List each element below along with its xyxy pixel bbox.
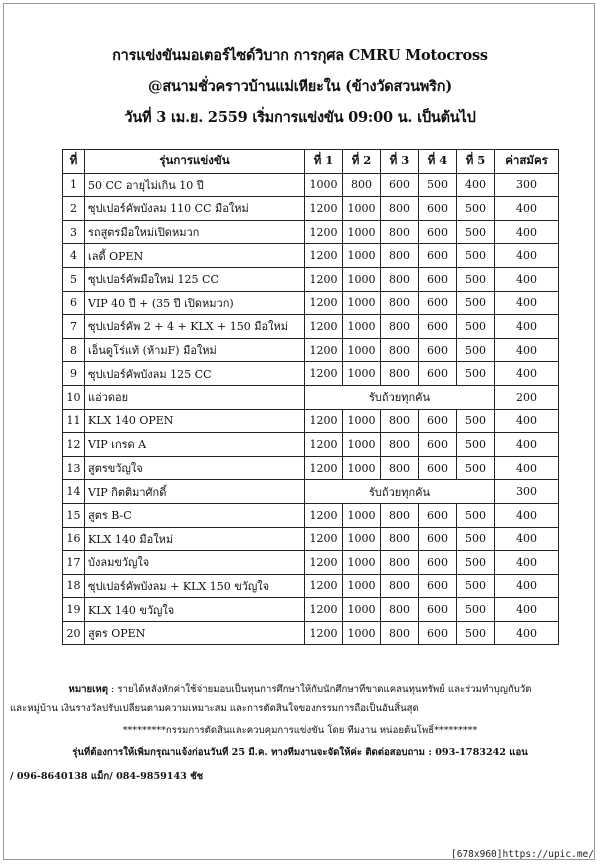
table-row xyxy=(63,480,559,504)
race-prize-table xyxy=(62,149,559,645)
prize-5: 500 xyxy=(457,574,495,598)
prize-2: 1000 xyxy=(343,267,381,291)
race-class-name: KLX 140 ขวัญใจ xyxy=(85,598,305,622)
prize-5: 500 xyxy=(457,197,495,221)
table-row xyxy=(63,503,559,527)
row-number: 17 xyxy=(63,551,85,575)
prize-1: 1200 xyxy=(305,503,343,527)
prize-5: 500 xyxy=(457,598,495,622)
row-number: 10 xyxy=(63,385,85,409)
table-row xyxy=(63,338,559,362)
prize-1: 1200 xyxy=(305,315,343,339)
prize-3: 800 xyxy=(381,551,419,575)
row-number: 20 xyxy=(63,621,85,645)
prize-5: 400 xyxy=(457,173,495,197)
prize-2: 1000 xyxy=(343,551,381,575)
row-number: 6 xyxy=(63,291,85,315)
prize-2: 1000 xyxy=(343,338,381,362)
prize-3: 800 xyxy=(381,598,419,622)
entry-fee: 400 xyxy=(495,409,559,433)
prize-4: 600 xyxy=(419,551,457,575)
prize-1: 1200 xyxy=(305,574,343,598)
entry-fee: 400 xyxy=(495,527,559,551)
race-class-name: KLX 140 OPEN xyxy=(85,409,305,433)
prize-4: 600 xyxy=(419,456,457,480)
prize-1: 1200 xyxy=(305,220,343,244)
prize-4: 500 xyxy=(419,173,457,197)
prize-3: 800 xyxy=(381,503,419,527)
prize-2: 1000 xyxy=(343,503,381,527)
referee-line: *********กรรมการตัดสินและควบคุมการแข่งขัน โดย ทีมงาน หน่อยต้นโพธิ์********* xyxy=(122,725,478,736)
row-number: 9 xyxy=(63,362,85,386)
entry-fee: 400 xyxy=(495,621,559,645)
header-prize-4: ที่ 4 xyxy=(419,150,457,174)
row-number: 8 xyxy=(63,338,85,362)
prize-1: 1200 xyxy=(305,291,343,315)
prize-5: 500 xyxy=(457,267,495,291)
prize-1: 1200 xyxy=(305,197,343,221)
prize-5: 500 xyxy=(457,362,495,386)
race-class-name: เอ็นดูโร่แท้ (ห้ามF) มือใหม่ xyxy=(85,338,305,362)
prize-5: 500 xyxy=(457,409,495,433)
prize-1: 1200 xyxy=(305,267,343,291)
race-class-name: รถสูตรมือใหม่เปิดหมวก xyxy=(85,220,305,244)
prize-3: 600 xyxy=(381,173,419,197)
prize-2: 1000 xyxy=(343,291,381,315)
table-row xyxy=(63,574,559,598)
prize-2: 1000 xyxy=(343,220,381,244)
prize-4: 600 xyxy=(419,244,457,268)
entry-fee: 400 xyxy=(495,315,559,339)
table-row xyxy=(63,433,559,457)
race-class-name: สูตร B-C xyxy=(85,503,305,527)
table-row xyxy=(63,409,559,433)
prize-3: 800 xyxy=(381,315,419,339)
prize-2: 1000 xyxy=(343,433,381,457)
prize-3: 800 xyxy=(381,433,419,457)
table-row xyxy=(63,527,559,551)
row-number: 2 xyxy=(63,197,85,221)
row-number: 1 xyxy=(63,173,85,197)
race-class-name: ซุปเปอร์คัพบังลม 110 CC มือใหม่ xyxy=(85,197,305,221)
race-class-name: สูตร OPEN xyxy=(85,621,305,645)
race-class-name: ซุปเปอร์คัพมือใหม่ 125 CC xyxy=(85,267,305,291)
watermark: [678x960]https://upic.me/ xyxy=(451,849,594,860)
table-header-row xyxy=(63,150,559,174)
row-number: 18 xyxy=(63,574,85,598)
row-number: 4 xyxy=(63,244,85,268)
prize-4: 600 xyxy=(419,621,457,645)
race-class-name: แอ่วดอย xyxy=(85,385,305,409)
prize-2: 1000 xyxy=(343,362,381,386)
row-number: 19 xyxy=(63,598,85,622)
prize-4: 600 xyxy=(419,362,457,386)
entry-fee: 400 xyxy=(495,291,559,315)
prize-3: 800 xyxy=(381,338,419,362)
prize-4: 600 xyxy=(419,291,457,315)
prize-3: 800 xyxy=(381,527,419,551)
prize-3: 800 xyxy=(381,291,419,315)
prize-1: 1200 xyxy=(305,362,343,386)
prize-5: 500 xyxy=(457,621,495,645)
prize-1: 1200 xyxy=(305,551,343,575)
prize-1: 1200 xyxy=(305,409,343,433)
table-row xyxy=(63,456,559,480)
race-class-name: VIP กิตติมาศักดิ์ xyxy=(85,480,305,504)
prize-3: 800 xyxy=(381,621,419,645)
event-venue: @สนามชั่วคราวบ้านแม่เหียะใน (ข้างวัดสวนพริก) xyxy=(148,78,452,95)
entry-fee: 400 xyxy=(495,220,559,244)
race-class-name: VIP 40 ปี + (35 ปี เปิดหมวก) xyxy=(85,291,305,315)
prize-4: 600 xyxy=(419,338,457,362)
row-number: 12 xyxy=(63,433,85,457)
table-row xyxy=(63,315,559,339)
table-row xyxy=(63,551,559,575)
race-class-name: ซุปเปอร์คัพบังลม + KLX 150 ขวัญใจ xyxy=(85,574,305,598)
event-date: วันที่ 3 เม.ย. 2559 เริ่มการแข่งขัน 09:00 น. เป็นต้นไป xyxy=(124,109,476,126)
race-class-name: VIP เกรด A xyxy=(85,433,305,457)
prize-3: 800 xyxy=(381,362,419,386)
prize-2: 1000 xyxy=(343,621,381,645)
entry-fee: 400 xyxy=(495,433,559,457)
prize-4: 600 xyxy=(419,574,457,598)
entry-fee: 400 xyxy=(495,503,559,527)
entry-fee: 400 xyxy=(495,598,559,622)
prize-2: 1000 xyxy=(343,409,381,433)
prize-2: 1000 xyxy=(343,456,381,480)
trophy-note: รับถ้วยทุกคัน xyxy=(305,480,495,504)
note-label: หมายเหตุ xyxy=(68,684,108,695)
table-row xyxy=(63,385,559,409)
prize-5: 500 xyxy=(457,503,495,527)
prize-3: 800 xyxy=(381,456,419,480)
entry-fee: 400 xyxy=(495,362,559,386)
entry-fee: 400 xyxy=(495,338,559,362)
header-prize-1: ที่ 1 xyxy=(305,150,343,174)
table-row xyxy=(63,220,559,244)
header-prize-5: ที่ 5 xyxy=(457,150,495,174)
prize-2: 1000 xyxy=(343,527,381,551)
table-row xyxy=(63,197,559,221)
header-class: รุ่นการแข่งขัน xyxy=(85,150,305,174)
race-class-name: ซุปเปอร์คัพ 2 + 4 + KLX + 150 มือใหม่ xyxy=(85,315,305,339)
row-number: 13 xyxy=(63,456,85,480)
prize-1: 1200 xyxy=(305,527,343,551)
row-number: 5 xyxy=(63,267,85,291)
prize-4: 600 xyxy=(419,267,457,291)
prize-5: 500 xyxy=(457,244,495,268)
prize-1: 1000 xyxy=(305,173,343,197)
prize-4: 600 xyxy=(419,503,457,527)
prize-1: 1200 xyxy=(305,598,343,622)
prize-5: 500 xyxy=(457,527,495,551)
event-title: การแข่งขันมอเตอร์ไซด์วิบาก การกุศล CMRU Motocross xyxy=(112,47,488,64)
race-class-name: บังลมขวัญใจ xyxy=(85,551,305,575)
row-number: 11 xyxy=(63,409,85,433)
header-no: ที่ xyxy=(63,150,85,174)
header-prize-3: ที่ 3 xyxy=(381,150,419,174)
table-body xyxy=(63,173,559,645)
entry-fee: 400 xyxy=(495,244,559,268)
row-number: 14 xyxy=(63,480,85,504)
prize-1: 1200 xyxy=(305,338,343,362)
race-class-name: เลดี้ OPEN xyxy=(85,244,305,268)
contact-line-1: รุ่นที่ต้องการให้เพิ่มกรุณาแจ้งก่อนวันที่ 25 มี.ค. ทางทีมงานจะจัดให้ค่ะ ติดต่อสอบถาม : 093-1783242 แอน xyxy=(72,747,528,758)
prize-5: 500 xyxy=(457,338,495,362)
prize-5: 500 xyxy=(457,220,495,244)
race-class-name: KLX 140 มือใหม่ xyxy=(85,527,305,551)
race-class-name: สูตรขวัญใจ xyxy=(85,456,305,480)
table-row xyxy=(63,291,559,315)
prize-2: 1000 xyxy=(343,574,381,598)
prize-4: 600 xyxy=(419,197,457,221)
prize-1: 1200 xyxy=(305,433,343,457)
table-row xyxy=(63,267,559,291)
table-row xyxy=(63,362,559,386)
entry-fee: 400 xyxy=(495,456,559,480)
prize-2: 1000 xyxy=(343,598,381,622)
trophy-note: รับถ้วยทุกคัน xyxy=(305,385,495,409)
prize-5: 500 xyxy=(457,291,495,315)
prize-2: 1000 xyxy=(343,244,381,268)
race-class-name: 50 CC อายุไม่เกิน 10 ปี xyxy=(85,173,305,197)
entry-fee: 400 xyxy=(495,574,559,598)
header-fee: ค่าสมัคร xyxy=(495,150,559,174)
contact-line-2: / 096-8640138 แม็ก/ 084-9859143 ชัช xyxy=(10,771,204,782)
race-class-name: ซุปเปอร์คัพบังลม 125 CC xyxy=(85,362,305,386)
prize-4: 600 xyxy=(419,220,457,244)
prize-3: 800 xyxy=(381,197,419,221)
prize-4: 600 xyxy=(419,409,457,433)
note-line-1 xyxy=(10,683,590,696)
entry-fee: 300 xyxy=(495,173,559,197)
prize-2: 1000 xyxy=(343,315,381,339)
entry-fee: 200 xyxy=(495,385,559,409)
prize-1: 1200 xyxy=(305,244,343,268)
prize-1: 1200 xyxy=(305,621,343,645)
prize-4: 600 xyxy=(419,527,457,551)
row-number: 15 xyxy=(63,503,85,527)
prize-2: 1000 xyxy=(343,197,381,221)
entry-fee: 400 xyxy=(495,267,559,291)
prize-3: 800 xyxy=(381,267,419,291)
entry-fee: 400 xyxy=(495,551,559,575)
table-row xyxy=(63,244,559,268)
prize-1: 1200 xyxy=(305,456,343,480)
entry-fee: 300 xyxy=(495,480,559,504)
row-number: 3 xyxy=(63,220,85,244)
prize-5: 500 xyxy=(457,551,495,575)
prize-4: 600 xyxy=(419,433,457,457)
header-prize-2: ที่ 2 xyxy=(343,150,381,174)
prize-4: 600 xyxy=(419,315,457,339)
prize-5: 500 xyxy=(457,433,495,457)
prize-3: 800 xyxy=(381,409,419,433)
prize-4: 600 xyxy=(419,598,457,622)
prize-3: 800 xyxy=(381,220,419,244)
prize-5: 500 xyxy=(457,456,495,480)
prize-3: 800 xyxy=(381,244,419,268)
row-number: 7 xyxy=(63,315,85,339)
entry-fee: 400 xyxy=(495,197,559,221)
prize-5: 500 xyxy=(457,315,495,339)
note-text: : รายได้หลังหักค่าใช้จ่ายมอบเป็นทุนการศึกษาให้กับนักศึกษาที่ขาดแคลนทุนทรัพย์ และร่วมทำบุญกับวัด xyxy=(108,684,532,695)
prize-3: 800 xyxy=(381,574,419,598)
table-row xyxy=(63,621,559,645)
note-line-2: และหมู่บ้าน เงินรางวัลปรับเปลี่ยนตามความเหมาะสม และการตัดสินใจของกรรมการถือเป็นอันสิ้นสุด xyxy=(10,703,419,714)
table-row xyxy=(63,173,559,197)
table-row xyxy=(63,598,559,622)
row-number: 16 xyxy=(63,527,85,551)
prize-2: 800 xyxy=(343,173,381,197)
